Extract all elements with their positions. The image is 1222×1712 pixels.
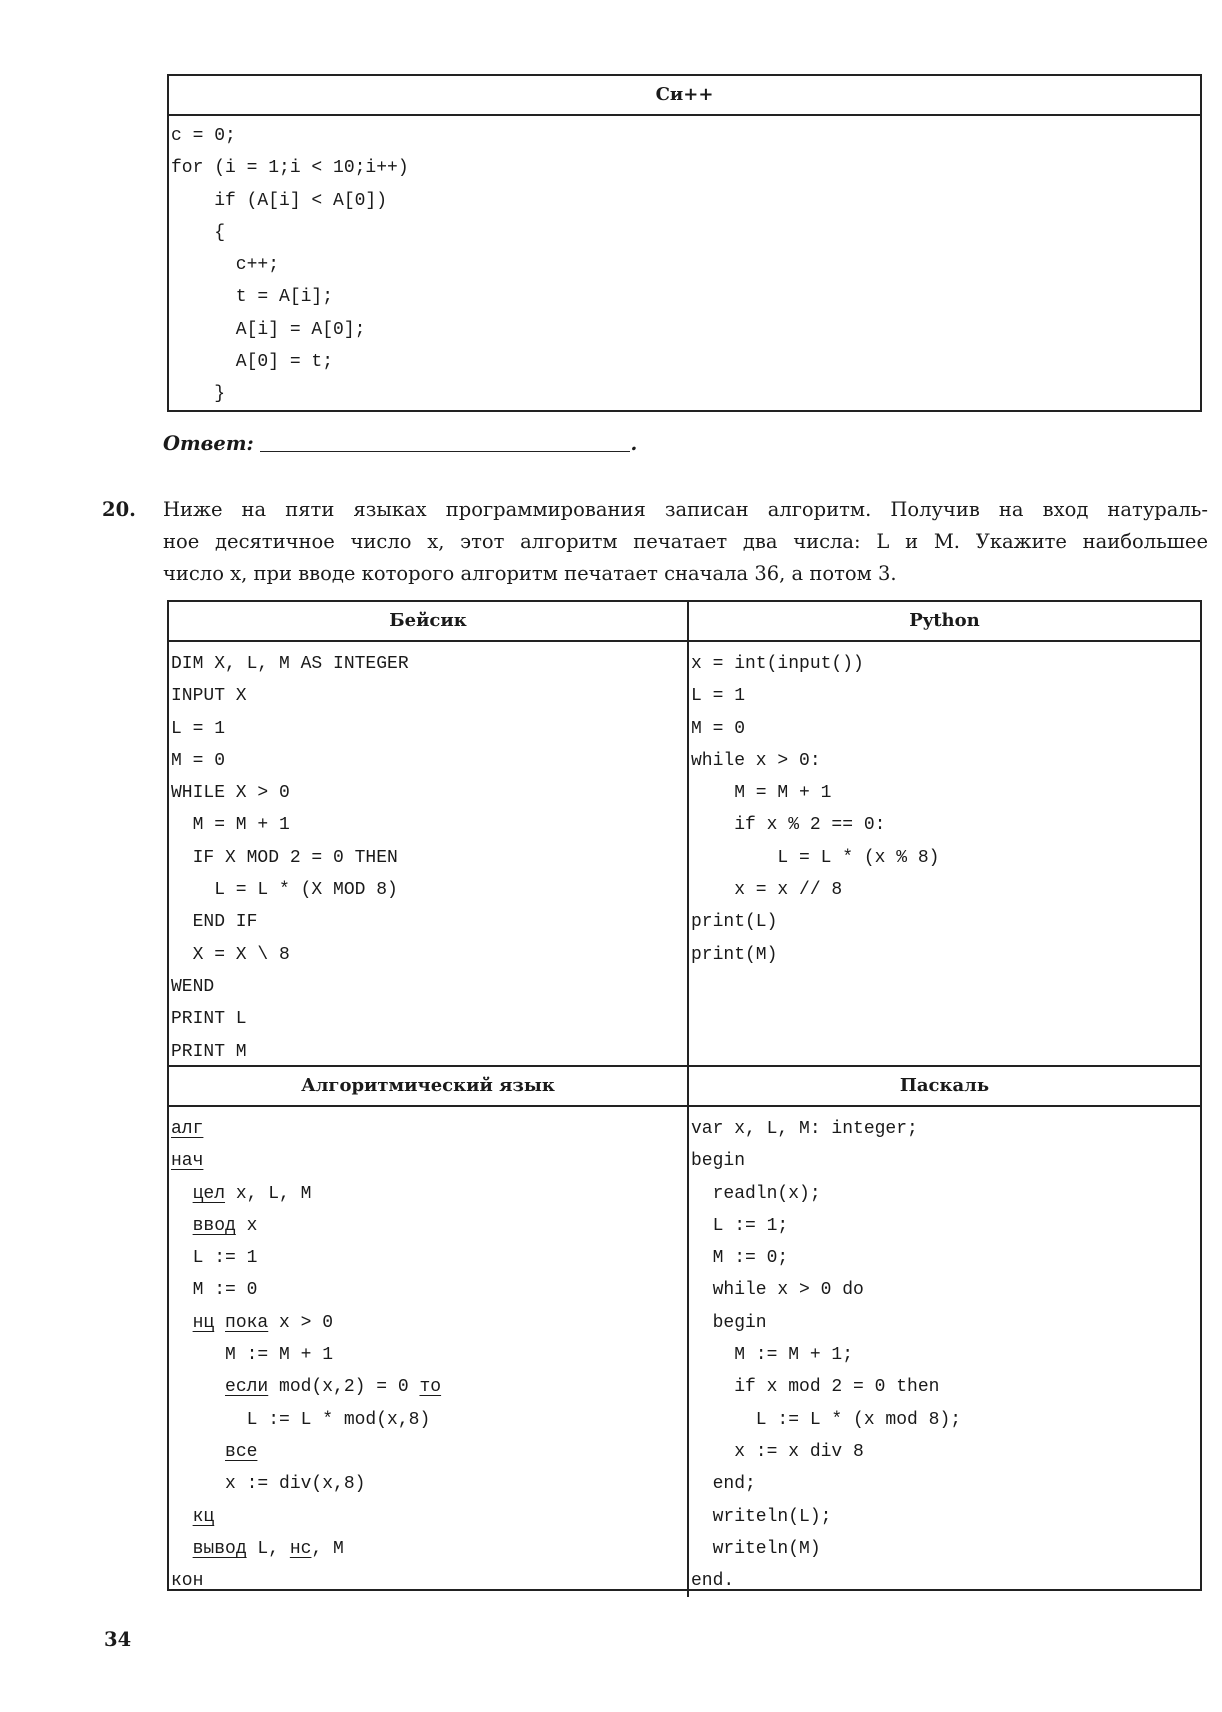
code-text: END IF <box>171 912 258 933</box>
code-line <box>691 1307 1200 1339</box>
code-text <box>171 1184 193 1204</box>
code-text <box>214 1313 225 1333</box>
code-line <box>691 1145 1200 1177</box>
code-line <box>171 346 1200 378</box>
code-text: if x mod 2 = 0 then <box>691 1377 940 1398</box>
code-line <box>171 906 687 938</box>
code-keyword: кон <box>171 1571 204 1592</box>
code-text: writeln(M) <box>691 1538 821 1559</box>
code-line <box>691 680 1200 712</box>
code-text: var x, L, M: integer; <box>691 1119 918 1139</box>
code-line <box>171 1113 687 1145</box>
code-line <box>171 1178 687 1210</box>
code-line <box>691 1468 1200 1500</box>
pascal-header: Паскаль <box>689 1067 1200 1107</box>
code-keyword: ввод <box>192 1215 236 1236</box>
code-line <box>691 777 1200 809</box>
code-line <box>691 1113 1200 1145</box>
code-text: while x > 0: <box>691 750 821 771</box>
answer-input[interactable] <box>260 429 630 452</box>
page-number: 34 <box>104 1628 132 1651</box>
code-line <box>171 745 687 777</box>
answer-suffix: . <box>630 432 638 455</box>
code-text: L := L * mod(x,8) <box>171 1409 431 1430</box>
code-line <box>171 1501 687 1533</box>
code-text: PRINT L <box>171 1009 247 1030</box>
code-text: x > 0 <box>268 1312 334 1333</box>
code-keyword: алг <box>171 1119 204 1139</box>
code-line <box>171 185 1200 217</box>
code-line <box>171 217 1200 249</box>
code-text <box>171 1313 193 1333</box>
code-text: L := 1 <box>171 1248 258 1269</box>
code-text: c = 0; <box>171 126 236 146</box>
code-text: x := div(x,8) <box>171 1474 366 1495</box>
code-line <box>691 874 1200 906</box>
code-text: } <box>171 384 226 405</box>
code-line <box>171 1242 687 1274</box>
code-text: M = M + 1 <box>171 815 290 836</box>
code-text: begin <box>691 1312 767 1333</box>
code-line <box>171 809 687 841</box>
code-text <box>171 1377 225 1397</box>
code-line <box>171 842 687 874</box>
code-text: print(M) <box>691 944 778 965</box>
code-line <box>691 745 1200 777</box>
code-line <box>171 249 1200 281</box>
code-text: x = x // 8 <box>691 880 843 901</box>
task-text-line: число x, при вводе которого алгоритм печатает сначала 36, а потом 3. <box>163 562 897 585</box>
code-text: writeln(L); <box>691 1506 832 1527</box>
task-text-line: Ниже на пяти языках программирования записан алгоритм. Получив на вход натураль- <box>163 498 1208 521</box>
code-keyword: нц <box>192 1312 215 1333</box>
code-keyword: вывод <box>192 1538 247 1559</box>
code-keyword: нач <box>171 1151 204 1172</box>
code-keyword: цел <box>192 1183 226 1204</box>
code-line <box>691 1210 1200 1242</box>
code-line <box>691 1565 1200 1597</box>
code-text: mod(x,2) = 0 <box>268 1377 420 1398</box>
code-text: , M <box>311 1538 344 1559</box>
code-text: L = 1 <box>171 718 226 739</box>
algorithmic-code <box>169 1107 687 1597</box>
code-line <box>691 1178 1200 1210</box>
code-text: A[0] = t; <box>171 352 334 373</box>
code-line <box>171 1274 687 1306</box>
code-line <box>171 1210 687 1242</box>
python-cell <box>689 602 1200 1067</box>
basic-cell <box>169 602 689 1067</box>
algorithmic-header: Алгоритмический язык <box>169 1067 687 1107</box>
code-text: A[i] = A[0]; <box>171 319 366 340</box>
code-line <box>171 874 687 906</box>
code-text: M := 0 <box>171 1280 258 1301</box>
code-text: L, <box>246 1538 290 1559</box>
code-line <box>171 1371 687 1403</box>
code-line <box>691 713 1200 745</box>
code-line <box>691 1501 1200 1533</box>
code-keyword: то <box>419 1377 442 1398</box>
pascal-cell <box>689 1067 1200 1597</box>
code-text: L := L * (x mod 8); <box>691 1409 962 1430</box>
code-line <box>171 378 1200 410</box>
code-line <box>691 1371 1200 1403</box>
code-text: if x % 2 == 0: <box>691 815 886 836</box>
code-text: M := 0; <box>691 1248 789 1269</box>
code-text: DIM X, L, M AS INTEGER <box>171 654 409 674</box>
task-text-line: ное десятичное число x, этот алгоритм печатает два числа: L и M. Укажите наибольшее <box>163 530 1208 553</box>
code-line <box>171 1339 687 1371</box>
code-text: M := M + 1 <box>171 1345 334 1366</box>
code-line <box>171 680 687 712</box>
code-text: end; <box>691 1474 756 1495</box>
code-line <box>171 971 687 1003</box>
code-line <box>691 648 1200 680</box>
basic-code <box>169 642 687 1068</box>
code-text: PRINT M <box>171 1041 247 1062</box>
code-line <box>171 777 687 809</box>
code-text: end. <box>691 1571 735 1592</box>
code-text: M = 0 <box>171 750 226 771</box>
code-line <box>171 1468 687 1500</box>
algorithmic-cell <box>169 1067 689 1597</box>
code-keyword: пока <box>225 1312 269 1333</box>
basic-header: Бейсик <box>169 602 687 642</box>
code-text: WEND <box>171 976 215 997</box>
code-line <box>171 1533 687 1565</box>
code-line <box>171 152 1200 184</box>
code-line <box>171 1565 687 1597</box>
code-text: c++; <box>171 255 280 276</box>
code-line <box>171 120 1200 152</box>
code-line <box>171 648 687 680</box>
code-line <box>171 713 687 745</box>
code-line <box>691 1436 1200 1468</box>
code-line <box>171 1404 687 1436</box>
code-line <box>691 842 1200 874</box>
code-text: L = L * (x % 8) <box>691 847 940 868</box>
code-text <box>171 1442 225 1462</box>
code-line <box>171 1145 687 1177</box>
code-text: L := 1; <box>691 1215 789 1236</box>
task-number: 20. <box>102 498 136 521</box>
code-line <box>691 939 1200 971</box>
code-text: x <box>235 1215 258 1236</box>
code-text: readln(x); <box>691 1183 821 1204</box>
code-line <box>171 1036 687 1068</box>
code-text <box>171 1216 193 1236</box>
code-line <box>691 1404 1200 1436</box>
code-text: L = 1 <box>691 686 746 707</box>
python-header: Python <box>689 602 1200 642</box>
code-text: IF X MOD 2 = 0 THEN <box>171 847 398 868</box>
code-line <box>171 1003 687 1035</box>
code-keyword: кц <box>192 1506 215 1527</box>
cpp-code-table <box>167 74 1202 412</box>
code-line <box>171 1436 687 1468</box>
code-line <box>691 906 1200 938</box>
code-keyword: если <box>225 1377 269 1398</box>
code-line <box>691 1274 1200 1306</box>
code-text: if (A[i] < A[0]) <box>171 190 388 211</box>
code-text: x = int(input()) <box>691 654 864 674</box>
code-text: M = M + 1 <box>691 783 832 804</box>
cpp-header: Си++ <box>169 76 1200 116</box>
code-line <box>171 1307 687 1339</box>
code-line <box>691 1339 1200 1371</box>
code-text: x := x div 8 <box>691 1441 864 1462</box>
code-text: for (i = 1;i < 10;i++) <box>171 158 409 179</box>
code-text: { <box>171 222 226 243</box>
code-text: M = 0 <box>691 718 746 739</box>
code-text: x, L, M <box>225 1183 312 1204</box>
languages-table <box>167 600 1202 1591</box>
code-line <box>691 1242 1200 1274</box>
code-line <box>171 281 1200 313</box>
code-line <box>691 809 1200 841</box>
cpp-code <box>169 116 1200 411</box>
code-text: print(L) <box>691 912 778 933</box>
code-text <box>171 1539 193 1559</box>
code-keyword: нс <box>289 1538 312 1559</box>
code-text: INPUT X <box>171 686 247 707</box>
code-text: t = A[i]; <box>171 287 334 308</box>
python-code <box>689 642 1200 971</box>
answer-label: Ответ: <box>163 432 254 455</box>
code-text: WHILE X > 0 <box>171 783 290 804</box>
code-text: begin <box>691 1151 746 1172</box>
code-text: while x > 0 do <box>691 1280 864 1301</box>
code-text: X = X \ 8 <box>171 944 290 965</box>
code-line <box>171 314 1200 346</box>
task-text <box>163 494 1208 590</box>
code-line <box>691 1533 1200 1565</box>
code-text: L = L * (X MOD 8) <box>171 880 398 901</box>
answer-line <box>163 428 637 460</box>
code-line <box>171 939 687 971</box>
code-keyword: все <box>225 1441 258 1462</box>
code-text: M := M + 1; <box>691 1345 854 1366</box>
code-text <box>171 1507 193 1527</box>
pascal-code <box>689 1107 1200 1597</box>
